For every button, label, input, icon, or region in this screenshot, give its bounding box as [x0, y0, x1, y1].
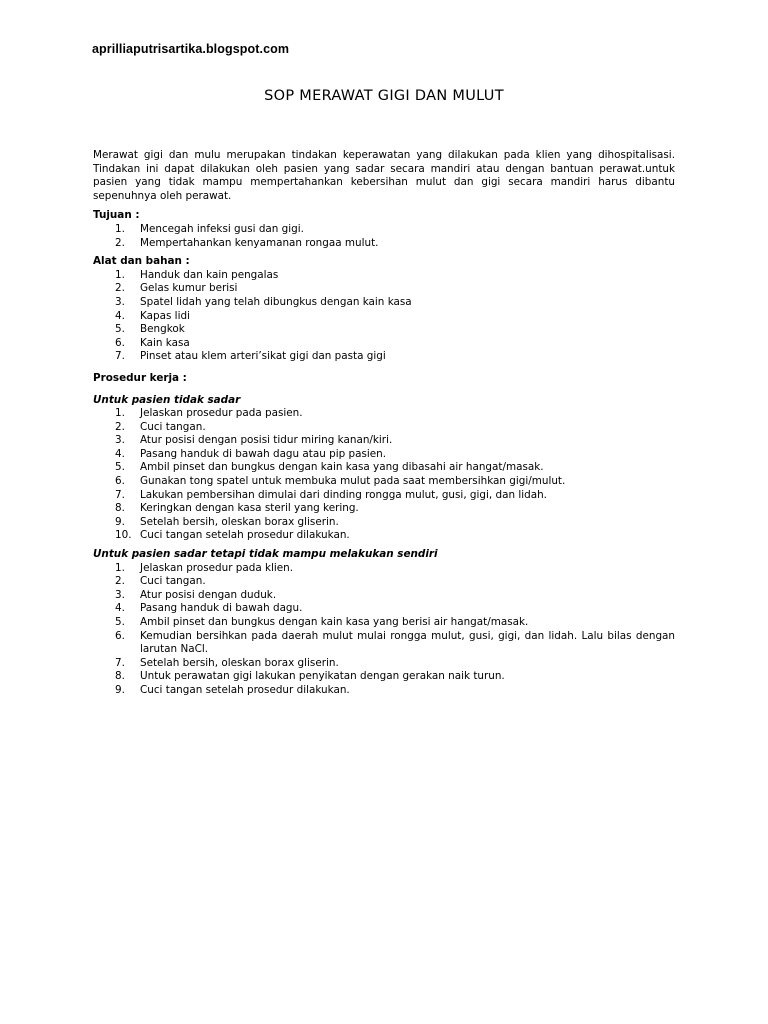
list-number: 1.	[115, 407, 125, 420]
list-text: Bengkok	[140, 323, 185, 336]
list-item	[93, 670, 675, 684]
list-item	[93, 630, 675, 657]
list-text: Atur posisi dengan posisi tidur miring kanan/kiri.	[140, 434, 393, 447]
list-text: Cuci tangan setelah prosedur dilakukan.	[140, 683, 350, 696]
list-number: 5.	[115, 461, 125, 474]
list-text: Kain kasa	[140, 336, 190, 349]
tujuan-list	[93, 223, 675, 250]
list-number: 8.	[115, 502, 125, 515]
list-text: Ambil pinset dan bungkus dengan kain kasa yang dibasahi air hangat/masak.	[140, 461, 544, 474]
list-item	[93, 269, 675, 283]
list-text: Cuci tangan.	[140, 575, 206, 588]
list-text: Handuk dan kain pengalas	[140, 268, 279, 281]
page-title: SOP MERAWAT GIGI DAN MULUT	[264, 88, 504, 104]
list-item	[93, 310, 675, 324]
list-item	[93, 350, 675, 364]
list-number: 3.	[115, 434, 125, 447]
list-item	[93, 237, 675, 251]
list-item	[93, 475, 675, 489]
list-number: 1.	[115, 222, 125, 235]
list-number: 9.	[115, 683, 125, 696]
list-text: Lakukan pembersihan dimulai dari dinding rongga mulut, gusi, gigi, dan lidah.	[140, 488, 547, 501]
blog-url: aprilliaputrisartika.blogspot.com	[92, 42, 290, 56]
list-item	[93, 223, 675, 237]
list-number: 2.	[115, 420, 125, 433]
list-number: 6.	[115, 629, 125, 642]
list-number: 2.	[115, 236, 125, 249]
list-text: Setelah bersih, oleskan borax gliserin.	[140, 656, 339, 669]
list-text: Mencegah infeksi gusi dan gigi.	[140, 222, 304, 235]
list-number: 9.	[115, 515, 125, 528]
list-text: Atur posisi dengan duduk.	[140, 588, 277, 601]
list-text: Cuci tangan setelah prosedur dilakukan.	[140, 529, 350, 542]
list-item	[93, 502, 675, 516]
list-item	[93, 323, 675, 337]
list-item	[93, 602, 675, 616]
list-number: 6.	[115, 336, 125, 349]
list-number: 4.	[115, 602, 125, 615]
list-text: Jelaskan prosedur pada klien.	[140, 561, 294, 574]
list-text: Gunakan tong spatel untuk membuka mulut pada saat membersihkan gigi/mulut.	[140, 475, 566, 488]
list-item	[93, 282, 675, 296]
list-text: Gelas kumur berisi	[140, 282, 238, 295]
list-text: Pasang handuk di bawah dagu.	[140, 602, 303, 615]
list-item	[93, 589, 675, 603]
list-text: Untuk perawatan gigi lakukan penyikatan dengan gerakan naik turun.	[140, 670, 505, 683]
list-number: 5.	[115, 616, 125, 628]
list-text: Spatel lidah yang telah dibungkus dengan kain kasa	[140, 295, 412, 308]
list-number: 5.	[115, 323, 125, 336]
list-item	[93, 684, 675, 698]
list-number: 7.	[115, 488, 125, 501]
list-item	[93, 421, 675, 435]
list-text: Kemudian bersihkan pada daerah mulut mulai rongga mulut, gusi, gigi, dan lidah. Lalu bilas dengan larutan NaCl.	[140, 629, 675, 656]
list-number: 8.	[115, 670, 125, 683]
list-number: 1.	[115, 561, 125, 574]
list-item	[93, 529, 675, 543]
list-text: Setelah bersih, oleskan borax gliserin.	[140, 515, 339, 528]
list-item	[93, 434, 675, 448]
list-number: 1.	[115, 268, 125, 281]
list-text: Jelaskan prosedur pada pasien.	[140, 407, 303, 420]
list-item	[93, 516, 675, 530]
list-number: 3.	[115, 295, 125, 308]
tidak-sadar-heading: Untuk pasien tidak sadar	[93, 393, 241, 406]
list-item	[93, 616, 675, 630]
list-number: 10.	[115, 529, 132, 542]
list-text: Keringkan dengan kasa steril yang kering.	[140, 502, 359, 515]
list-number: 7.	[115, 656, 125, 669]
list-item	[93, 489, 675, 503]
list-text: Pinset atau klem arteri’sikat gigi dan pasta gigi	[140, 350, 386, 363]
list-number: 7.	[115, 350, 125, 363]
list-number: 2.	[115, 575, 125, 588]
list-item	[93, 448, 675, 462]
list-text: Kapas lidi	[140, 309, 190, 322]
list-text: Cuci tangan.	[140, 420, 206, 433]
intro-paragraph: Merawat gigi dan mulu merupakan tindakan keperawatan yang dilakukan pada klien yang dihospitalisasi. Tindakan ini dapat dilakukan oleh pasien yang sadar secara mandiri atau dengan bantuan perawat.untuk pasien yang tidak mampu mempertahankan kebersihan mulut dan gigi secara mandiri harus dibantu sepenuhnya oleh perawat.	[93, 149, 675, 202]
tujuan-heading: Tujuan :	[93, 209, 140, 222]
list-item	[93, 296, 675, 310]
list-item	[93, 562, 675, 576]
document-body	[93, 149, 675, 698]
list-item	[93, 407, 675, 421]
sadar-heading: Untuk pasien sadar tetapi tidak mampu melakukan sendiri	[93, 548, 438, 561]
list-item	[93, 575, 675, 589]
tidak-sadar-list	[93, 407, 675, 543]
sadar-list	[93, 562, 675, 698]
list-number: 2.	[115, 282, 125, 295]
list-text: Ambil pinset dan bungkus dengan kain kasa yang berisi air hangat/masak.	[140, 616, 529, 628]
list-number: 3.	[115, 588, 125, 601]
alat-list	[93, 269, 675, 364]
list-number: 4.	[115, 309, 125, 322]
list-number: 6.	[115, 475, 125, 488]
list-number: 4.	[115, 447, 125, 460]
list-item	[93, 657, 675, 671]
list-text: Mempertahankan kenyamanan rongaa mulut.	[140, 236, 379, 249]
list-item	[93, 337, 675, 351]
prosedur-heading: Prosedur kerja :	[93, 371, 187, 384]
alat-heading: Alat dan bahan :	[93, 255, 190, 268]
list-text: Pasang handuk di bawah dagu atau pip pasien.	[140, 447, 387, 460]
list-item	[93, 461, 675, 475]
